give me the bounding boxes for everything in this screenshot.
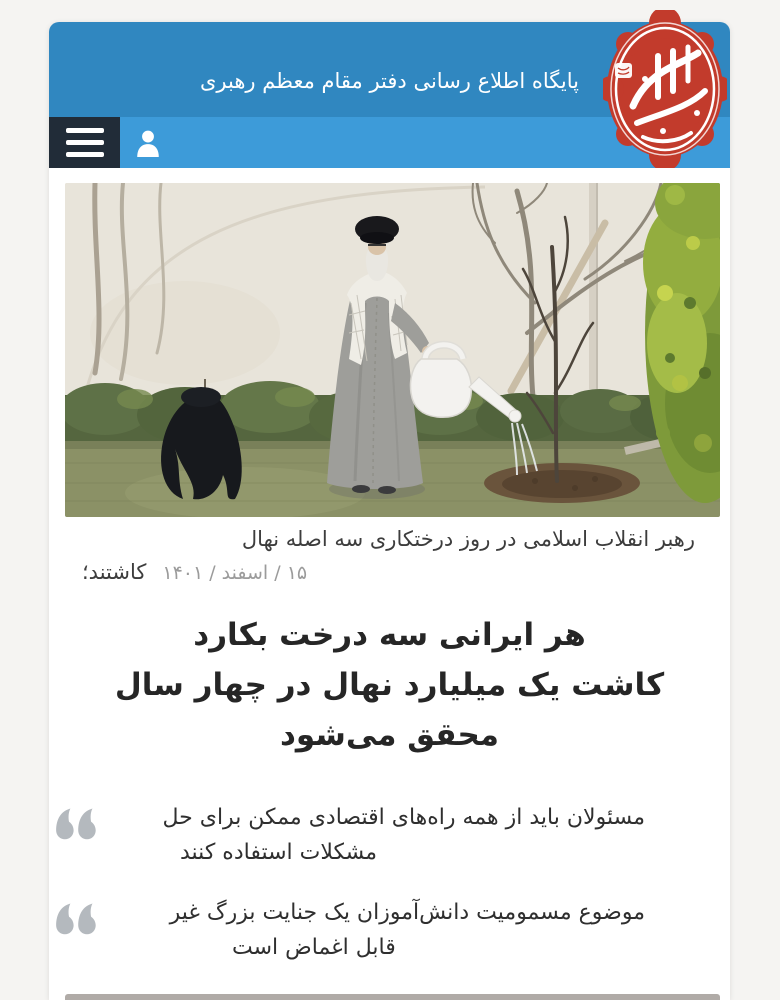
article-date: ۱۵ / اسفند / ۱۴۰۱ (162, 562, 308, 584)
user-account-button[interactable] (135, 129, 161, 157)
quote-line: مسئولان باید از همه راه‌های اقتصادی ممکن برای حل (162, 805, 645, 830)
quote-item (92, 895, 645, 965)
site-logo[interactable] (603, 10, 727, 168)
quote-line: قابل اغماض است (232, 935, 396, 960)
hamburger-menu-button[interactable] (49, 117, 120, 168)
quote-item (92, 800, 645, 870)
garden-scene-illustration (65, 183, 720, 517)
user-icon (135, 129, 161, 157)
headline-line: کاشت یک میلیارد نهال در چهار سال (114, 667, 665, 703)
article-kicker-line2: کاشتند؛ (82, 560, 147, 584)
hamburger-icon (66, 128, 104, 133)
content-card (49, 22, 730, 1000)
headline-line: محقق می‌شود (280, 717, 499, 753)
site-title: پایگاه اطلاع رسانی دفتر مقام معظم رهبری (200, 68, 579, 93)
headline-line: هر ایرانی سه درخت بکارد (193, 617, 586, 653)
article-photo (65, 183, 720, 517)
article-headline (69, 610, 710, 760)
article-kicker-line1: رهبر انقلاب اسلامی در روز درختکاری سه اصله نهال (241, 527, 695, 551)
next-section-divider (65, 994, 720, 1000)
quote-line: مشکلات استفاده کنند (180, 840, 378, 865)
khamenei-seal-icon (603, 10, 727, 168)
article-kicker-row (82, 560, 307, 584)
quote-line: موضوع مسمومیت دانش‌آموزان یک جنایت بزرگ غیر (169, 900, 645, 925)
